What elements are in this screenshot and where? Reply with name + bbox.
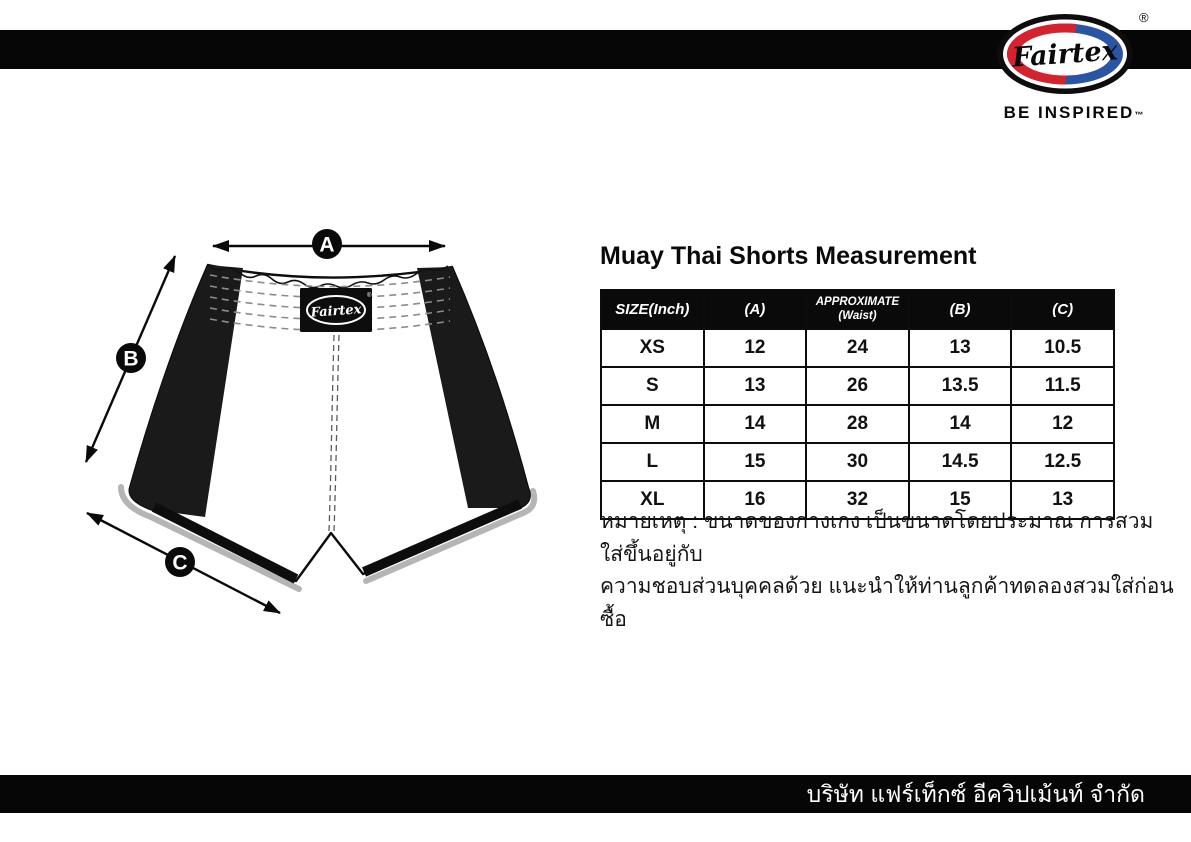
brand-tagline <box>986 103 1161 123</box>
page-title: Muay Thai Shorts Measurement <box>600 242 977 270</box>
label-b: B <box>123 347 139 371</box>
registered-mark: ® <box>1139 10 1149 25</box>
cell-waist: 26 <box>806 367 909 405</box>
cell-b: 13.5 <box>909 367 1012 405</box>
size-note <box>600 506 1175 636</box>
cell-b: 15 <box>909 481 1012 519</box>
fairtex-logo-icon <box>986 6 1161 102</box>
cell-c: 11.5 <box>1011 367 1114 405</box>
col-a: (A) <box>704 290 807 329</box>
logo-wordmark: Fairtex <box>1011 35 1119 74</box>
table-row <box>601 443 1114 481</box>
cell-c: 10.5 <box>1011 329 1114 367</box>
cell-waist: 30 <box>806 443 909 481</box>
company-name: บริษัท แฟร์เท็กซ์ อีควิปเม้นท์ จำกัด <box>806 781 1145 807</box>
cell-b: 13 <box>909 329 1012 367</box>
brand-logo <box>986 6 1161 123</box>
table-row <box>601 367 1114 405</box>
patch-wordmark: Fairtex <box>310 302 362 321</box>
cell-b: 14 <box>909 405 1012 443</box>
fairtex-patch <box>300 288 372 332</box>
label-a: A <box>319 233 335 257</box>
cell-a: 16 <box>704 481 807 519</box>
cell-size: XS <box>601 329 704 367</box>
cell-waist: 32 <box>806 481 909 519</box>
cell-c: 13 <box>1011 481 1114 519</box>
cell-waist: 28 <box>806 405 909 443</box>
col-b: (B) <box>909 290 1012 329</box>
col-waist-line1: APPROXIMATE <box>815 296 900 309</box>
label-c: C <box>172 551 188 575</box>
cell-size: XL <box>601 481 704 519</box>
patch-registered-mark: ® <box>367 293 372 299</box>
cell-a: 14 <box>704 405 807 443</box>
col-waist-line2: (Waist) <box>838 309 877 322</box>
table-row <box>601 329 1114 367</box>
cell-c: 12 <box>1011 405 1114 443</box>
note-line-1: หมายเหตุ : ขนาดของกางเกง เป็นขนาดโดยประมาณ การสวมใส่ขึ้นอยู่กับ <box>600 510 1154 566</box>
cell-b: 14.5 <box>909 443 1012 481</box>
size-table <box>600 289 1115 520</box>
shorts-diagram <box>55 205 555 655</box>
cell-a: 12 <box>704 329 807 367</box>
cell-size: S <box>601 367 704 405</box>
table-row <box>601 405 1114 443</box>
bottom-black-bar <box>0 775 1191 813</box>
cell-c: 12.5 <box>1011 443 1114 481</box>
col-size: SIZE(Inch) <box>601 290 704 329</box>
cell-waist: 24 <box>806 329 909 367</box>
cell-a: 15 <box>704 443 807 481</box>
size-table-header <box>601 290 1114 329</box>
cell-size: L <box>601 443 704 481</box>
col-c: (C) <box>1011 290 1114 329</box>
col-waist <box>806 290 909 329</box>
cell-a: 13 <box>704 367 807 405</box>
cell-size: M <box>601 405 704 443</box>
note-line-2: ความชอบส่วนบุคคลด้วย แนะนำให้ท่านลูกค้าทดลองสวมใส่ก่อนซื้อ <box>600 575 1174 631</box>
trademark-mark: ™ <box>1134 110 1144 120</box>
tagline-text: BE INSPIRED <box>1003 103 1135 122</box>
